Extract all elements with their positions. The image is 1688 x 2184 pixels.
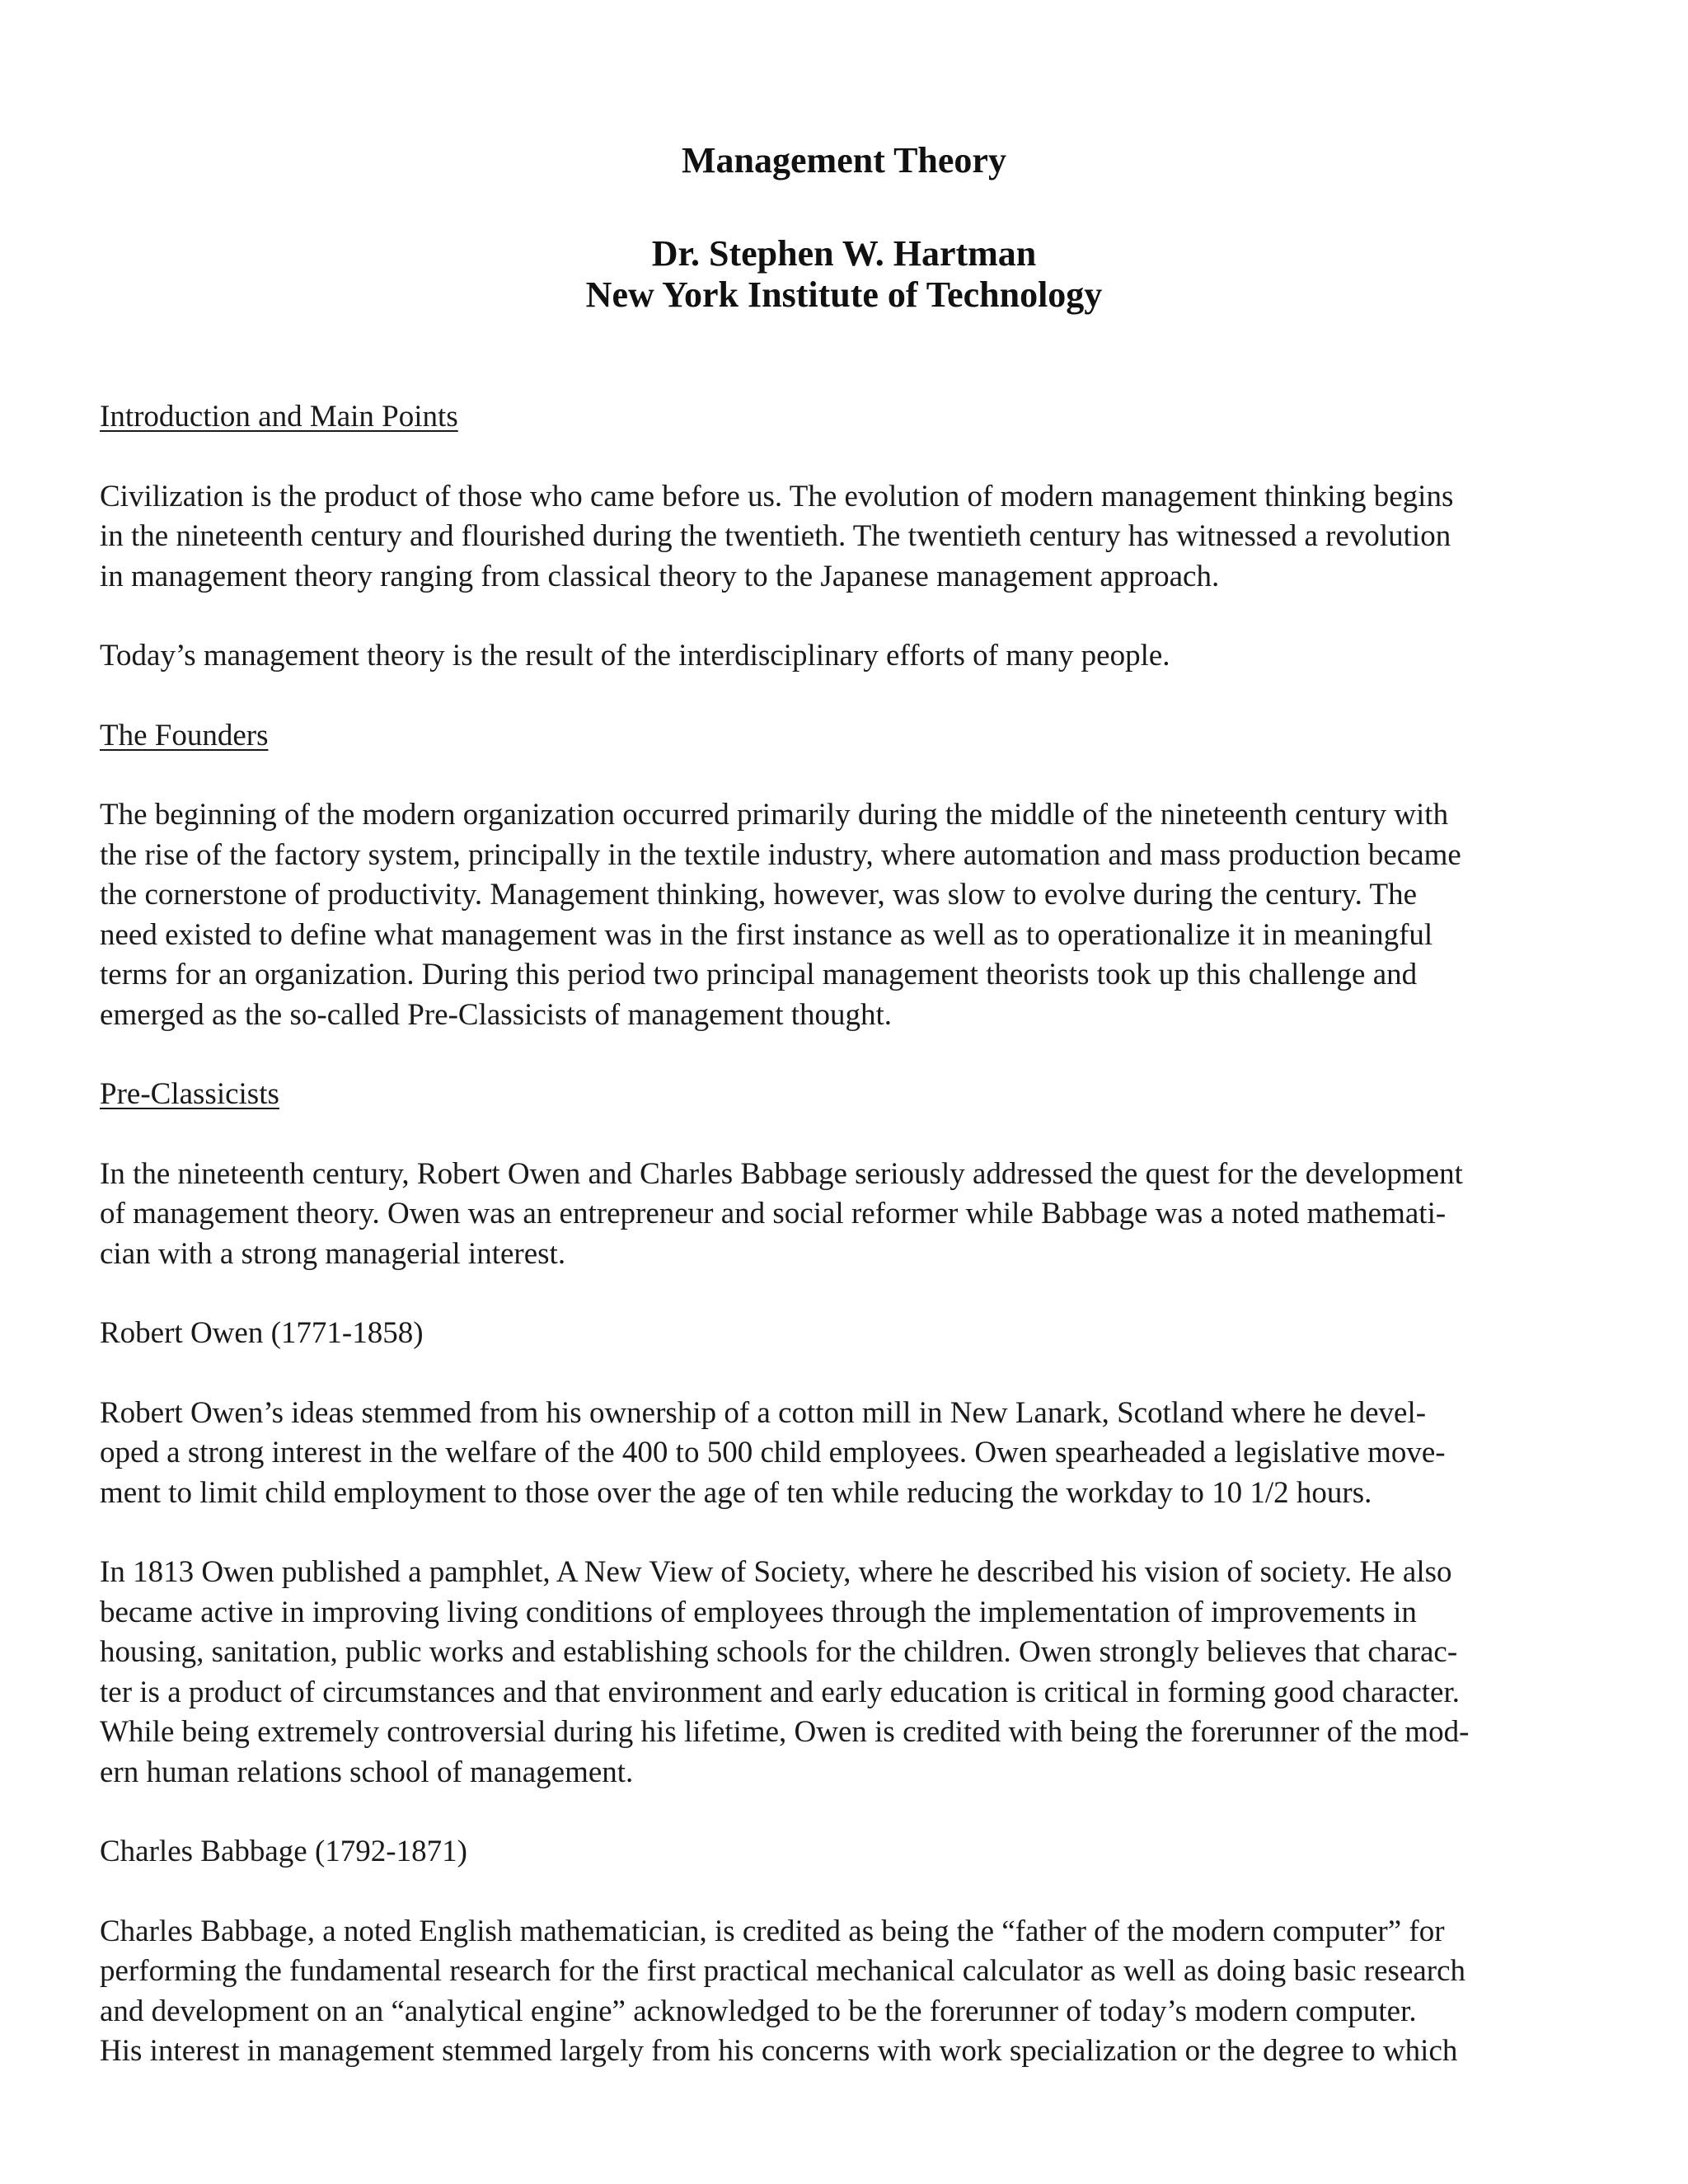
text-line: Robert Owen’s ideas stemmed from his ownership of a cotton mill in New Lanark, Scotland where he devel- [100, 1395, 1427, 1430]
subheading-charles-babbage: Charles Babbage (1792-1871) [100, 1835, 467, 1868]
paragraph-founders-1 [100, 795, 1588, 1035]
text-line: terms for an organization. During this period two principal management theorists took up this challenge and [100, 958, 1418, 991]
paragraph-babbage-1 [100, 1912, 1588, 2072]
paragraph-owen-1 [100, 1394, 1588, 1514]
text-line: The beginning of the modern organization occurred primarily during the middle of the nineteenth century with [100, 798, 1449, 832]
paragraph-intro-2 [100, 636, 1588, 677]
text-line: While being extremely controversial during his lifetime, Owen is credited with being the forerunner of the mod- [100, 1715, 1470, 1749]
document-body [100, 397, 1588, 2111]
institution-name: New York Institute of Technology [585, 274, 1103, 315]
author-name: Dr. Stephen W. Hartman [651, 233, 1037, 274]
text-line: In 1813 Owen published a pamphlet, A New View of Society, where he described his vision of society. He also [100, 1555, 1452, 1589]
document-title: Management Theory [682, 140, 1006, 180]
paragraph-preclassicists-1 [100, 1155, 1588, 1275]
text-line: Today’s management theory is the result of the interdisciplinary efforts of many people. [100, 639, 1170, 673]
subheading-robert-owen: Robert Owen (1771-1858) [100, 1316, 424, 1350]
text-line: His interest in management stemmed largely from his concerns with work specialization or the degree to which [100, 2034, 1458, 2068]
text-line: ment to limit child employment to those over the age of ten while reducing the workday to 10 1/2 hours. [100, 1475, 1372, 1510]
text-line: emerged as the so-called Pre-Classicists of management thought. [100, 997, 893, 1032]
section-heading-founders: The Founders [100, 718, 269, 752]
text-line: performing the fundamental research for the first practical mechanical calculator as well as doing basic research [100, 1954, 1466, 1988]
text-line: the rise of the factory system, principally in the textile industry, where automation and mass production became [100, 837, 1461, 872]
section-heading-introduction: Introduction and Main Points [100, 400, 458, 434]
text-line: in management theory ranging from classical theory to the Japanese management approach. [100, 559, 1220, 593]
text-line: became active in improving living conditions of employees through the implementation of improvements in [100, 1595, 1417, 1629]
text-line: oped a strong interest in the welfare of the 400 to 500 child employees. Owen spearheaded a legislative move- [100, 1436, 1446, 1469]
text-line: ter is a product of circumstances and that environment and early education is critical in forming good character. [100, 1675, 1461, 1709]
text-line: cian with a strong managerial interest. [100, 1236, 566, 1271]
text-line: in the nineteenth century and flourished during the twentieth. The twentieth century has witnessed a revolution [100, 519, 1451, 553]
text-line: ern human relations school of management. [100, 1755, 634, 1789]
text-line: Charles Babbage, a noted English mathematician, is credited as being the “father of the modern computer” for [100, 1914, 1445, 1948]
text-line: need existed to define what management was in the first instance as well as to operationalize it in meaningful [100, 917, 1433, 952]
text-line: and development on an “analytical engine” acknowledged to be the forerunner of today’s modern computer. [100, 1994, 1417, 2028]
text-line: In the nineteenth century, Robert Owen and Charles Babbage seriously addressed the quest for the development [100, 1156, 1463, 1191]
text-line: the cornerstone of productivity. Management thinking, however, was slow to evolve during the century. The [100, 878, 1418, 912]
text-line: housing, sanitation, public works and establishing schools for the children. Owen strongly believes that charac- [100, 1635, 1458, 1669]
text-line: of management theory. Owen was an entrepreneur and social reformer while Babbage was a noted mathemati- [100, 1197, 1447, 1230]
section-heading-preclassicists: Pre-Classicists [100, 1077, 279, 1111]
paragraph-intro-1 [100, 477, 1588, 598]
paragraph-owen-2 [100, 1553, 1588, 1793]
text-line: Civilization is the product of those who came before us. The evolution of modern management thinking begins [100, 479, 1454, 513]
